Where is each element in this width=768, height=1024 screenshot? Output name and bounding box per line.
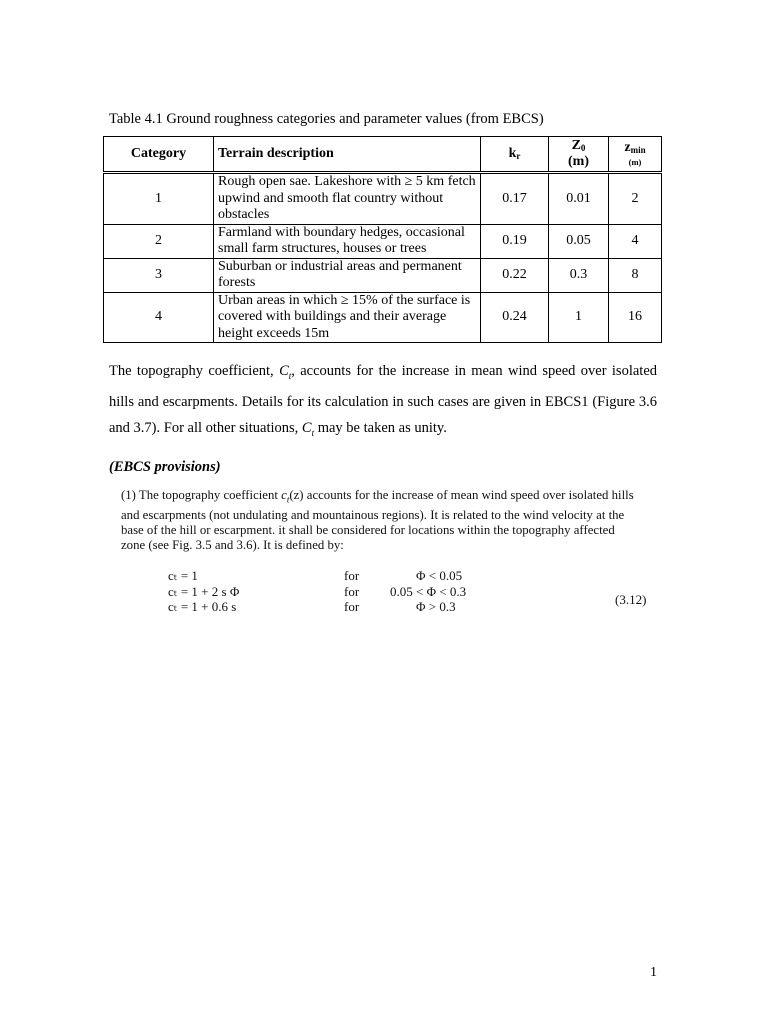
equation-lhs: cₜ = 1 + 2 s Φ [168,583,240,599]
cell-zmin: 16 [609,292,662,343]
cell-category: 3 [104,258,214,292]
equation-number: (3.12) [615,592,647,607]
provision-text [121,488,681,553]
z0-sub: 0 [580,143,586,153]
table-row [104,258,662,292]
cell-kr: 0.24 [481,292,549,343]
equation-condition: 0.05 < Φ < 0.3 [390,583,467,599]
provision-line-3: base of the hill or escarpment. it shall be considered for locations within the topography affected [121,522,615,537]
header-category: Category [104,137,214,173]
para-text-3: may be taken as unity. [314,419,447,436]
cell-terrain: Farmland with boundary hedges, occasional small farm structures, houses or trees [214,224,481,258]
zmin-sub: min [630,145,646,155]
cell-zmin: 8 [609,258,662,292]
equation-condition: Φ > 0.3 [390,599,456,614]
para-text-1: The topography coefficient, [109,363,280,379]
cell-zmin: 4 [609,224,662,258]
header-terrain: Terrain description [214,137,481,173]
table-row [104,292,662,343]
cell-kr: 0.19 [481,224,549,258]
equation-row [168,599,688,615]
roughness-table [103,136,662,343]
provision-line-2: and escarpments (not undulating and mountainous regions). It is related to the wind velocity at the [121,507,625,522]
equation-block [168,568,688,615]
cell-z0: 0.05 [549,224,609,258]
equation-lhs: cₜ = 1 [168,568,198,583]
cell-zmin: 2 [609,173,662,225]
kr-base: k [508,146,517,161]
cell-terrain: Urban areas in which ≥ 15% of the surface is covered with buildings and their average height exceeds 15m [214,292,481,343]
zmin-unit: (m) [628,157,642,167]
equation-for: for [344,583,360,599]
table-caption: Table 4.1 Ground roughness categories and parameter values (from EBCS) [109,111,544,127]
equation-condition: Φ < 0.05 [390,568,463,583]
ebcs-provisions-heading: (EBCS provisions) [109,459,221,475]
cell-kr: 0.22 [481,258,549,292]
cell-category: 4 [104,292,214,343]
page-number: 1 [650,965,657,980]
ct-symbol: $C_t$ [301,419,315,438]
cell-z0: 1 [549,292,609,343]
equation-row [168,584,688,600]
equation-row [168,568,688,584]
cell-z0: 0.01 [549,173,609,225]
table-header-row [104,137,662,173]
table-row [104,224,662,258]
equation-for: for [344,568,360,583]
topography-paragraph [109,358,657,446]
cell-terrain: Suburban or industrial areas and permanent forests [214,258,481,292]
provision-line-4: zone (see Fig. 3.5 and 3.6). It is defined by: [121,537,344,552]
cell-category: 1 [104,173,214,225]
provision-line-1: (1) The topography coefficient $c_t(z)$ accounts for the increase of mean wind speed over isolated hills [121,488,634,505]
ct-symbol: $C_t$ [279,363,292,381]
cell-terrain: Rough open sae. Lakeshore with ≥ 5 km fetch upwind and smooth flat country without obstacles [214,173,481,225]
header-kr [481,137,549,173]
z0-base: Z [571,138,581,153]
zmin-base: z [624,140,631,155]
cell-category: 2 [104,224,214,258]
para-text-2: , accounts for the increase in mean wind speed over isolated hills and escarpments. Details for its calculation in such cases are given in EBCS1 (Figure 3.6 and 3.7). For all other situations, [109,363,658,436]
z0-unit: (m) [568,154,589,169]
header-zmin [609,137,662,173]
equation-for: for [344,599,360,614]
kr-sub: r [516,151,521,161]
header-z0 [549,137,609,173]
cell-z0: 0.3 [549,258,609,292]
table-row [104,173,662,225]
equation-lhs: cₜ = 1 + 0.6 s [168,599,237,614]
cell-kr: 0.17 [481,173,549,225]
